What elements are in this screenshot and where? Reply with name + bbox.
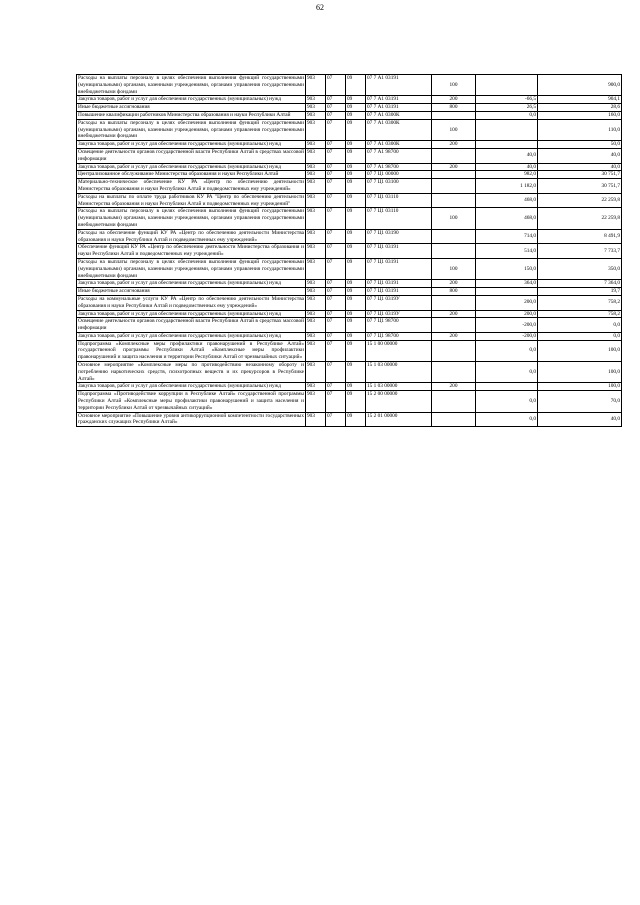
table-row	[77, 310, 622, 318]
row-expense-type-cell: 800	[432, 104, 476, 112]
row-name-cell: Подпрограмма «Комплексные меры профилактики правонарушений в Республике Алтай» государственной программы Республики Алтай «Комплексные меры профилактики правонарушений и защита населения и территории Республики Алтай от чрезвычайных ситуаций»	[78, 340, 304, 361]
row-section-cell: 07	[326, 288, 346, 296]
row-grbs-cell: 903	[306, 179, 326, 194]
row-change-amount-cell: 200,0	[476, 310, 538, 318]
row-name-cell: Расходы на выплаты персоналу в целях обеспечения выполнения функций государственными (муниципальными) органами, казенными учреждениями, органами управления государственными внебюджетными фондами	[78, 208, 304, 228]
row-grbs-cell: 903	[306, 280, 326, 288]
row-expense-type-cell: 800	[432, 288, 476, 296]
row-grbs-cell: 903	[306, 295, 326, 310]
table-row	[77, 104, 622, 112]
row-change-amount-cell	[476, 288, 538, 296]
row-change-amount-cell: 40,0	[476, 148, 538, 163]
row-change-amount-cell: 364,0	[476, 280, 538, 288]
row-expense-type-cell	[432, 229, 476, 244]
row-total-amount-cell: 22 259,8	[538, 193, 622, 208]
row-expense-type-cell	[432, 318, 476, 333]
row-change-amount-cell	[476, 141, 538, 149]
row-grbs-cell: 903	[306, 383, 326, 391]
row-expense-type-cell	[432, 193, 476, 208]
table-row	[77, 340, 622, 361]
row-name-cell: Централизованное обслуживание Министерства образования и науки Республики Алтай	[77, 171, 306, 179]
row-target-article-cell: 07 7 А1 0300К	[366, 111, 432, 119]
row-change-amount-cell: 0,0	[476, 111, 538, 119]
row-total-amount-cell: 900,0	[538, 75, 622, 96]
row-expense-type-cell: 200	[432, 96, 476, 104]
row-subsection-cell: 09	[346, 280, 366, 288]
row-subsection-cell: 09	[346, 208, 366, 229]
row-section-cell: 07	[326, 171, 346, 179]
row-subsection-cell: 09	[346, 96, 366, 104]
row-name-cell: Обеспечение функций КУ РА «Центр по обеспечению деятельности Министерства образования и науки Республики Алтай и подведомственных ему учреждений»	[78, 244, 304, 258]
row-total-amount-cell: 30 751,7	[538, 171, 622, 179]
row-section-cell: 07	[326, 318, 346, 333]
row-target-article-cell: 07 7 Ц1 00000	[366, 171, 432, 179]
row-name-cell: Материально-техническое обеспечение КУ РА «Центр по обеспечению деятельности Министерства образования и науки Республики Алтай и подведомственных ему учреждений»	[78, 179, 304, 192]
row-grbs-cell: 903	[306, 391, 326, 412]
row-name-cell: Закупка товаров, работ и услуг для обеспечения государственных (муниципальных) нужд	[77, 332, 306, 340]
row-subsection-cell: 09	[346, 332, 366, 340]
table-row	[77, 163, 622, 171]
row-change-amount-cell: 200,0	[476, 295, 538, 310]
row-name-cell: Закупка товаров, работ и услуг для обеспечения государственных (муниципальных) нужд	[77, 280, 306, 288]
row-name-cell: Закупка товаров, работ и услуг для обеспечения государственных (муниципальных) нужд	[77, 141, 306, 149]
row-grbs-cell: 903	[306, 119, 326, 140]
row-grbs-cell: 903	[306, 229, 326, 244]
row-subsection-cell: 09	[346, 179, 366, 194]
row-section-cell: 07	[326, 383, 346, 391]
table-row	[77, 111, 622, 119]
table-row	[77, 179, 622, 194]
row-expense-type-cell	[432, 244, 476, 259]
row-subsection-cell: 09	[346, 310, 366, 318]
row-total-amount-cell: 40,0	[538, 163, 622, 171]
row-subsection-cell: 09	[346, 383, 366, 391]
row-target-article-cell: 07 7 А1 03191	[366, 104, 432, 112]
row-change-amount-cell: 0,0	[476, 412, 538, 427]
row-subsection-cell: 09	[346, 229, 366, 244]
row-target-article-cell: 15 1 00 00000	[366, 340, 432, 361]
row-target-article-cell: 07 7 Ц1 98700	[366, 332, 432, 340]
row-section-cell: 07	[326, 179, 346, 194]
row-total-amount-cell: 22 259,8	[538, 208, 622, 229]
table-row	[77, 258, 622, 279]
row-name-cell: Закупка товаров, работ и услуг для обеспечения государственных (муниципальных) нужд	[77, 383, 306, 391]
row-subsection-cell: 09	[346, 412, 366, 427]
row-change-amount-cell: 982,0	[476, 171, 538, 179]
row-total-amount-cell: 100,0	[538, 383, 622, 391]
row-target-article-cell: 07 7 Ц1 0319У	[366, 310, 432, 318]
row-grbs-cell: 903	[306, 362, 326, 383]
table-row	[77, 229, 622, 244]
row-name-cell: Подпрограмма «Противодействие коррупции в Республике Алтай» государственной программы Республики Алтай «Комплексные меры профилактики правонарушений и защита населения и территории Республики Алтай от чрезвычайных ситуаций»	[78, 391, 304, 411]
row-grbs-cell: 903	[306, 193, 326, 208]
row-expense-type-cell	[432, 340, 476, 361]
row-target-article-cell: 15 2 00 00000	[366, 391, 432, 412]
row-target-article-cell: 07 7 А1 98700	[366, 148, 432, 163]
row-name-cell: Освещение деятельности органов государственной власти Республики Алтай в средствах массовой информации	[78, 148, 304, 162]
table-row	[77, 412, 622, 427]
row-section-cell: 07	[326, 340, 346, 361]
table-row	[77, 295, 622, 310]
table-row	[77, 318, 622, 333]
row-total-amount-cell: 160,0	[538, 111, 622, 119]
row-section-cell: 07	[326, 141, 346, 149]
row-change-amount-cell: 468,0	[476, 193, 538, 208]
row-total-amount-cell: 30 751,7	[538, 179, 622, 194]
row-change-amount-cell: 40,0	[476, 163, 538, 171]
row-expense-type-cell	[432, 171, 476, 179]
row-change-amount-cell: 0,0	[476, 391, 538, 412]
table-row	[77, 171, 622, 179]
row-target-article-cell: 07 7 А1 98700	[366, 163, 432, 171]
row-target-article-cell: 07 7 Ц1 0319У	[366, 295, 432, 310]
row-target-article-cell: 07 7 Ц1 03191	[366, 288, 432, 296]
row-change-amount-cell: 0,0	[476, 362, 538, 383]
row-name-cell: Закупка товаров, работ и услуг для обеспечения государственных (муниципальных) нужд	[77, 163, 306, 171]
row-total-amount-cell: 19,7	[538, 288, 622, 296]
row-expense-type-cell	[432, 362, 476, 383]
table-row	[77, 208, 622, 229]
row-subsection-cell: 09	[346, 391, 366, 412]
row-expense-type-cell	[432, 412, 476, 427]
row-name-cell: Освещение деятельности органов государственной власти Республики Алтай в средствах массовой информации	[78, 318, 304, 332]
row-grbs-cell: 903	[306, 96, 326, 104]
table-row	[77, 288, 622, 296]
table-row	[77, 75, 622, 96]
row-section-cell: 07	[326, 391, 346, 412]
row-name-cell: Расходы на выплаты персоналу в целях обеспечения выполнения функций государственными (муниципальными) органами, казенными учреждениями, органами управления государственными внебюджетными фондами	[78, 119, 304, 140]
row-section-cell: 07	[326, 104, 346, 112]
row-name-cell: Основное мероприятие «Повышение уровня антикоррупционной компетентности государственных гражданских служащих Республики Алтай»	[78, 412, 304, 426]
row-expense-type-cell	[432, 111, 476, 119]
row-grbs-cell: 903	[306, 288, 326, 296]
row-total-amount-cell: 350,0	[538, 258, 622, 279]
row-name-cell: Расходы на коммунальные услуги КУ РА «Центр по обеспечению деятельности Министерства образования и науки Республики Алтай и подведомственных ему учреждений»	[78, 295, 304, 309]
row-expense-type-cell: 100	[432, 119, 476, 140]
row-subsection-cell: 09	[346, 288, 366, 296]
row-grbs-cell: 903	[306, 163, 326, 171]
row-section-cell: 07	[326, 148, 346, 163]
row-subsection-cell: 09	[346, 104, 366, 112]
row-name-cell: Повышение квалификации работников Министерства образования и науки Республики Алтай	[77, 111, 306, 119]
row-grbs-cell: 903	[306, 141, 326, 149]
table-row	[77, 391, 622, 412]
row-name-cell: Закупка товаров, работ и услуг для обеспечения государственных (муниципальных) нужд	[77, 310, 306, 318]
row-section-cell: 07	[326, 229, 346, 244]
row-section-cell: 07	[326, 362, 346, 383]
row-change-amount-cell: -200,0	[476, 332, 538, 340]
row-name-cell: Расходы на выплаты по оплате труда работников КУ РА "Центр по обеспечению деятельности Министерства образования и науки Республики Алтай и подведомственных ему учреждений"	[78, 193, 304, 207]
table-row	[77, 141, 622, 149]
row-expense-type-cell: 200	[432, 383, 476, 391]
row-expense-type-cell: 200	[432, 310, 476, 318]
row-total-amount-cell: 7 364,0	[538, 280, 622, 288]
row-target-article-cell: 07 7 Ц1 98700	[366, 318, 432, 333]
row-target-article-cell: 15 2 01 00000	[366, 412, 432, 427]
table-row	[77, 96, 622, 104]
row-grbs-cell: 903	[306, 310, 326, 318]
row-subsection-cell: 09	[346, 75, 366, 96]
table-row	[77, 193, 622, 208]
row-section-cell: 07	[326, 119, 346, 140]
row-grbs-cell: 903	[306, 340, 326, 361]
row-subsection-cell: 09	[346, 362, 366, 383]
row-name-cell: Основное мероприятие «Комплексные меры по противодействию незаконному обороту и потреблению наркотических средств, психотропных веществ и их прекурсоров в Республике Алтай»	[78, 362, 304, 382]
row-total-amount-cell: 70,0	[538, 391, 622, 412]
row-total-amount-cell: 40,0	[538, 412, 622, 427]
row-change-amount-cell: -66,5	[476, 96, 538, 104]
row-target-article-cell: 15 1 03 00000	[366, 383, 432, 391]
row-target-article-cell: 07 7 Ц1 03100	[366, 179, 432, 194]
row-total-amount-cell: 904,1	[538, 96, 622, 104]
row-grbs-cell: 903	[306, 258, 326, 279]
row-section-cell: 07	[326, 310, 346, 318]
table-row	[77, 244, 622, 259]
page-number: 62	[316, 3, 324, 12]
row-target-article-cell: 07 7 Ц1 03191	[366, 280, 432, 288]
row-total-amount-cell: 50,0	[538, 141, 622, 149]
table-row	[77, 148, 622, 163]
row-target-article-cell: 07 7 Ц1 03110	[366, 208, 432, 229]
row-expense-type-cell	[432, 295, 476, 310]
row-change-amount-cell: 714,0	[476, 229, 538, 244]
row-change-amount-cell: 26,5	[476, 104, 538, 112]
row-section-cell: 07	[326, 244, 346, 259]
row-total-amount-cell: 100,0	[538, 340, 622, 361]
row-name-cell: Расходы на выплаты персоналу в целях обеспечения выполнения функций государственными (муниципальными) органами, казенными учреждениями, органами управления государственными внебюджетными фондами	[78, 258, 304, 279]
row-grbs-cell: 903	[306, 208, 326, 229]
row-target-article-cell: 07 7 Ц1 03190	[366, 229, 432, 244]
row-section-cell: 07	[326, 163, 346, 171]
row-section-cell: 07	[326, 96, 346, 104]
table-row	[77, 332, 622, 340]
row-section-cell: 07	[326, 332, 346, 340]
row-subsection-cell: 09	[346, 244, 366, 259]
row-total-amount-cell: 0,0	[538, 332, 622, 340]
row-subsection-cell: 09	[346, 163, 366, 171]
row-expense-type-cell: 100	[432, 258, 476, 279]
row-subsection-cell: 09	[346, 111, 366, 119]
row-change-amount-cell: 150,0	[476, 258, 538, 279]
row-subsection-cell: 09	[346, 141, 366, 149]
row-total-amount-cell: 7 733,7	[538, 244, 622, 259]
row-section-cell: 07	[326, 258, 346, 279]
row-section-cell: 07	[326, 193, 346, 208]
table-row	[77, 362, 622, 383]
row-subsection-cell: 09	[346, 119, 366, 140]
row-section-cell: 07	[326, 208, 346, 229]
row-grbs-cell: 903	[306, 332, 326, 340]
row-expense-type-cell	[432, 148, 476, 163]
row-grbs-cell: 903	[306, 75, 326, 96]
row-change-amount-cell	[476, 119, 538, 140]
row-target-article-cell: 07 7 А1 0300К	[366, 141, 432, 149]
row-name-cell: Расходы на обеспечение функций КУ РА «Центр по обеспечению деятельности Министерства образования и науки Республики Алтай и подведомственных ему учреждений»	[78, 229, 304, 243]
row-expense-type-cell	[432, 391, 476, 412]
row-change-amount-cell	[476, 75, 538, 96]
row-grbs-cell: 903	[306, 412, 326, 427]
row-subsection-cell: 09	[346, 258, 366, 279]
row-grbs-cell: 903	[306, 104, 326, 112]
row-subsection-cell: 09	[346, 171, 366, 179]
row-target-article-cell: 15 1 03 00000	[366, 362, 432, 383]
row-grbs-cell: 903	[306, 148, 326, 163]
table-body	[77, 75, 622, 427]
row-target-article-cell: 07 7 Ц1 03110	[366, 193, 432, 208]
table-row	[77, 280, 622, 288]
row-target-article-cell: 07 7 А1 03191	[366, 75, 432, 96]
row-target-article-cell: 07 7 Ц1 03191	[366, 258, 432, 279]
row-grbs-cell: 903	[306, 171, 326, 179]
row-expense-type-cell: 200	[432, 141, 476, 149]
row-change-amount-cell: 514,0	[476, 244, 538, 259]
row-name-cell: Иные бюджетные ассигнования	[77, 288, 306, 296]
row-change-amount-cell	[476, 383, 538, 391]
row-total-amount-cell: 40,0	[538, 148, 622, 163]
row-subsection-cell: 09	[346, 295, 366, 310]
row-total-amount-cell: 100,0	[538, 362, 622, 383]
row-total-amount-cell: 28,6	[538, 104, 622, 112]
row-name-cell: Расходы на выплаты персоналу в целях обеспечения выполнения функций государственными (муниципальными) органами, казенными учреждениями, органами управления государственными внебюджетными фондами	[78, 75, 304, 95]
budget-table	[76, 74, 622, 427]
row-change-amount-cell: 1 182,0	[476, 179, 538, 194]
row-expense-type-cell: 200	[432, 332, 476, 340]
row-section-cell: 07	[326, 75, 346, 96]
row-name-cell: Иные бюджетные ассигнования	[77, 104, 306, 112]
row-section-cell: 07	[326, 412, 346, 427]
row-section-cell: 07	[326, 111, 346, 119]
row-grbs-cell: 903	[306, 318, 326, 333]
row-expense-type-cell: 100	[432, 75, 476, 96]
table-row	[77, 383, 622, 391]
row-change-amount-cell: 0,0	[476, 340, 538, 361]
row-total-amount-cell: 8 491,9	[538, 229, 622, 244]
row-total-amount-cell: 110,0	[538, 119, 622, 140]
row-subsection-cell: 09	[346, 340, 366, 361]
row-grbs-cell: 903	[306, 111, 326, 119]
row-expense-type-cell: 200	[432, 280, 476, 288]
row-section-cell: 07	[326, 280, 346, 288]
row-total-amount-cell: 758,2	[538, 295, 622, 310]
row-target-article-cell: 07 7 А1 0300К	[366, 119, 432, 140]
row-expense-type-cell: 100	[432, 208, 476, 229]
row-section-cell: 07	[326, 295, 346, 310]
row-expense-type-cell	[432, 179, 476, 194]
row-total-amount-cell: 0,0	[538, 318, 622, 333]
row-expense-type-cell: 200	[432, 163, 476, 171]
row-target-article-cell: 07 7 Ц1 03191	[366, 244, 432, 259]
row-change-amount-cell: -200,0	[476, 318, 538, 333]
row-target-article-cell: 07 7 А1 03191	[366, 96, 432, 104]
row-name-cell: Закупка товаров, работ и услуг для обеспечения государственных (муниципальных) нужд	[77, 96, 306, 104]
row-change-amount-cell: 468,0	[476, 208, 538, 229]
row-subsection-cell: 09	[346, 193, 366, 208]
table-row	[77, 119, 622, 140]
row-subsection-cell: 09	[346, 148, 366, 163]
row-total-amount-cell: 758,2	[538, 310, 622, 318]
row-grbs-cell: 903	[306, 244, 326, 259]
row-subsection-cell: 09	[346, 318, 366, 333]
